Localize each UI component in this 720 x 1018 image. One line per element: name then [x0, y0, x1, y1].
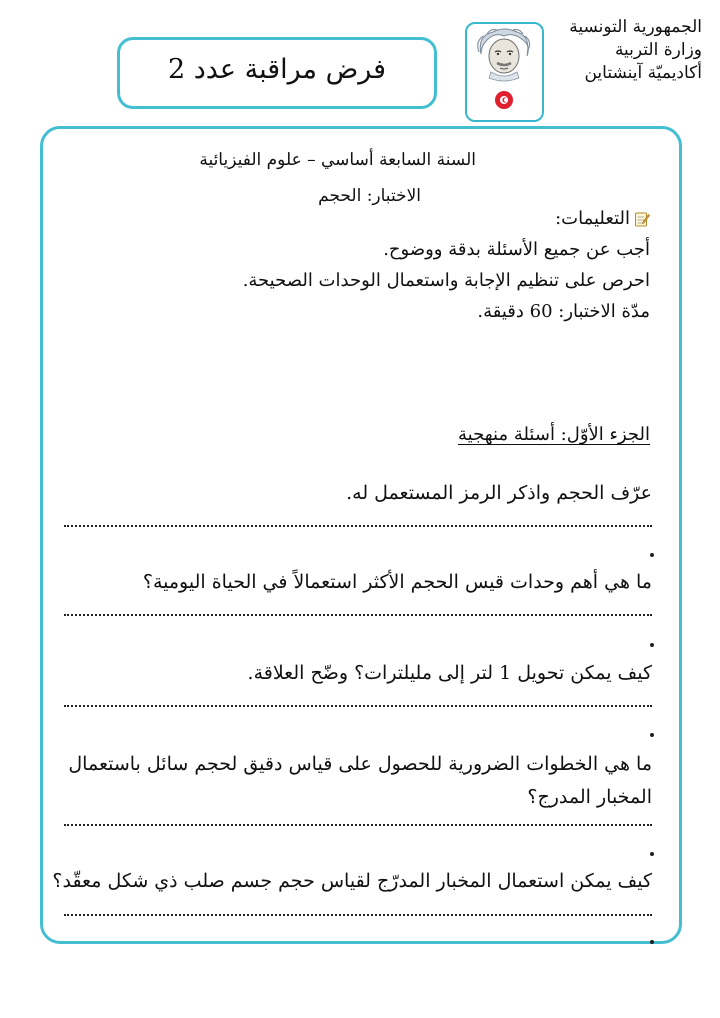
question-3: كيف يمكن تحويل 1 لتر إلى مليلترات؟ وضّح العلاقة. — [247, 662, 652, 684]
instructions-title — [555, 208, 650, 229]
line-marker — [650, 852, 654, 856]
line-marker — [650, 643, 654, 647]
answer-line[interactable] — [64, 705, 652, 707]
question-4: ما هي الخطوات الضرورية للحصول على قياس دقيق لحجم سائل باستعمال المخبار المدرج؟ — [68, 753, 652, 808]
instruction-1: أجب عن جميع الأسئلة بدقة ووضوح. — [383, 239, 650, 260]
exam-title: فرض مراقبة عدد 2 — [167, 54, 387, 85]
header-line-academy: أكاديميّة آينشتاين — [584, 63, 702, 83]
exam-title-box — [117, 37, 437, 109]
answer-line[interactable] — [64, 614, 652, 616]
memo-icon — [634, 211, 650, 227]
test-topic: الاختبار: الحجم — [318, 186, 421, 206]
header-line-republic: الجمهورية التونسية — [569, 17, 702, 37]
grade-subject: السنة السابعة أساسي – علوم الفيزيائية — [199, 150, 476, 170]
question-2: ما هي أهم وحدات قيس الحجم الأكثر استعمالاً في الحياة اليومية؟ — [142, 571, 652, 593]
part1-title: الجزء الأوّل: أسئلة منهجية — [458, 424, 650, 445]
answer-line[interactable] — [64, 824, 652, 826]
header-line-ministry: وزارة التربية — [614, 40, 702, 60]
answer-line[interactable] — [64, 525, 652, 527]
line-marker — [650, 940, 654, 944]
instructions-label: التعليمات: — [555, 208, 630, 229]
line-marker — [650, 553, 654, 557]
question-1: عرّف الحجم واذكر الرمز المستعمل له. — [346, 482, 652, 504]
answer-line[interactable] — [64, 914, 652, 916]
academy-logo — [465, 22, 544, 122]
question-5: كيف يمكن استعمال المخبار المدرّج لقياس حجم جسم صلب ذي شكل معقّد؟ — [52, 870, 652, 892]
instruction-3: مدّة الاختبار: 60 دقيقة. — [477, 301, 650, 322]
instruction-2: احرص على تنظيم الإجابة واستعمال الوحدات الصحيحة. — [242, 270, 650, 291]
einstein-logo-icon — [467, 24, 542, 120]
line-marker — [650, 733, 654, 737]
